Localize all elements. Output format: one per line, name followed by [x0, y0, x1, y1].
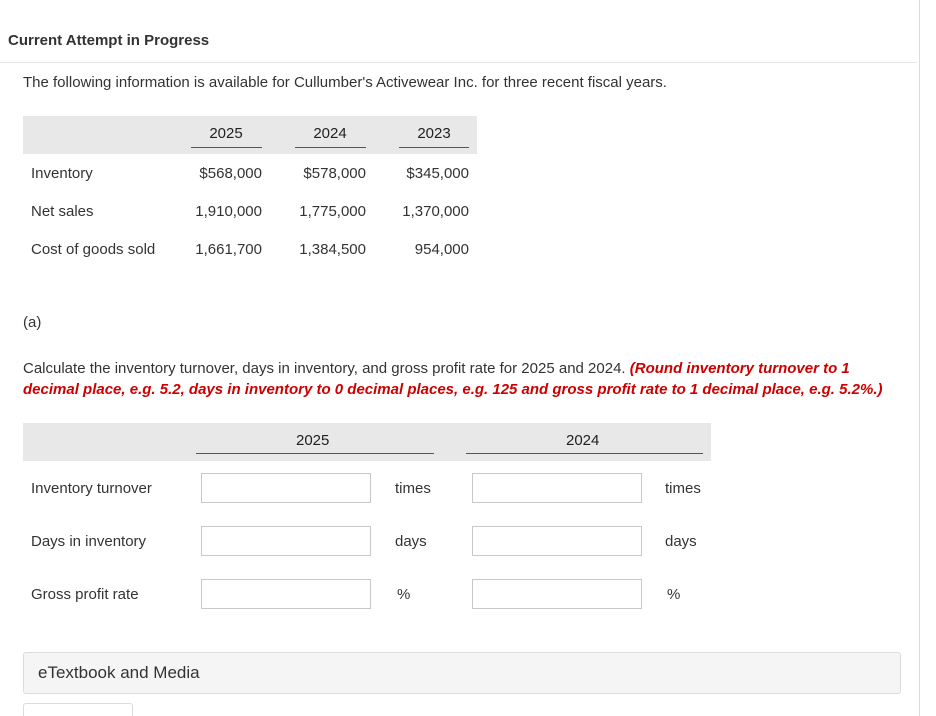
attempt-title: Current Attempt in Progress — [8, 32, 210, 49]
inventory-turnover-2024-input[interactable] — [472, 473, 642, 503]
unit-times-2024: times — [665, 480, 701, 497]
data-col-2024: 2024 — [313, 125, 347, 142]
label-inventory-turnover: Inventory turnover — [31, 480, 152, 497]
label-gross-profit-rate: Gross profit rate — [31, 586, 139, 603]
gross-profit-rate-2024-input[interactable] — [472, 579, 642, 609]
cell-cogs-2023: 954,000 — [414, 241, 469, 258]
unit-times-2025: times — [395, 480, 431, 497]
unit-percent-2025: % — [397, 586, 411, 603]
data-col-underline — [399, 147, 469, 148]
answer-col-underline — [196, 453, 434, 454]
instructions-text: Calculate the inventory turnover, days in inventory, and gross profit rate for 2025 and 2024. — [23, 360, 626, 377]
days-in-inventory-2025-input[interactable] — [201, 526, 371, 556]
rounding-instructions: (Round inventory turnover to 1 decimal place, e.g. 5.2, days in inventory to 0 decimal places, e.g. 125 and gross profit rate to 1 decimal place, e.g. 5.2%.) — [23, 360, 883, 398]
cell-net-sales-2023: 1,370,000 — [402, 203, 469, 220]
row-label-cogs: Cost of goods sold — [31, 241, 156, 258]
right-border — [919, 0, 920, 716]
cell-net-sales-2024: 1,775,000 — [299, 203, 366, 220]
data-col-underline — [191, 147, 262, 148]
answer-col-2024: 2024 — [566, 432, 600, 449]
unit-days-2025: days — [395, 533, 427, 550]
data-col-2023: 2023 — [417, 125, 451, 142]
row-label-net-sales: Net sales — [31, 203, 94, 220]
cell-cogs-2024: 1,384,500 — [299, 241, 366, 258]
header-divider — [0, 62, 917, 63]
etextbook-media-button[interactable] — [23, 652, 901, 694]
data-col-underline — [295, 147, 366, 148]
bottom-tab[interactable] — [23, 703, 133, 716]
answer-table-header — [23, 423, 711, 461]
instructions — [23, 358, 893, 400]
row-label-inventory: Inventory — [31, 165, 93, 182]
data-col-2025: 2025 — [209, 125, 243, 142]
cell-net-sales-2025: 1,910,000 — [195, 203, 262, 220]
part-label: (a) — [23, 314, 42, 331]
days-in-inventory-2024-input[interactable] — [472, 526, 642, 556]
gross-profit-rate-2025-input[interactable] — [201, 579, 371, 609]
cell-inventory-2024: $578,000 — [303, 165, 366, 182]
etextbook-media-label: eTextbook and Media — [38, 663, 200, 682]
intro-text: The following information is available for Cullumber's Activewear Inc. for three recent fiscal years. — [23, 74, 667, 91]
cell-inventory-2023: $345,000 — [406, 165, 469, 182]
cell-cogs-2025: 1,661,700 — [195, 241, 262, 258]
unit-percent-2024: % — [667, 586, 681, 603]
answer-col-underline — [466, 453, 703, 454]
answer-col-2025: 2025 — [296, 432, 330, 449]
inventory-turnover-2025-input[interactable] — [201, 473, 371, 503]
unit-days-2024: days — [665, 533, 697, 550]
cell-inventory-2025: $568,000 — [199, 165, 262, 182]
label-days-in-inventory: Days in inventory — [31, 533, 147, 550]
